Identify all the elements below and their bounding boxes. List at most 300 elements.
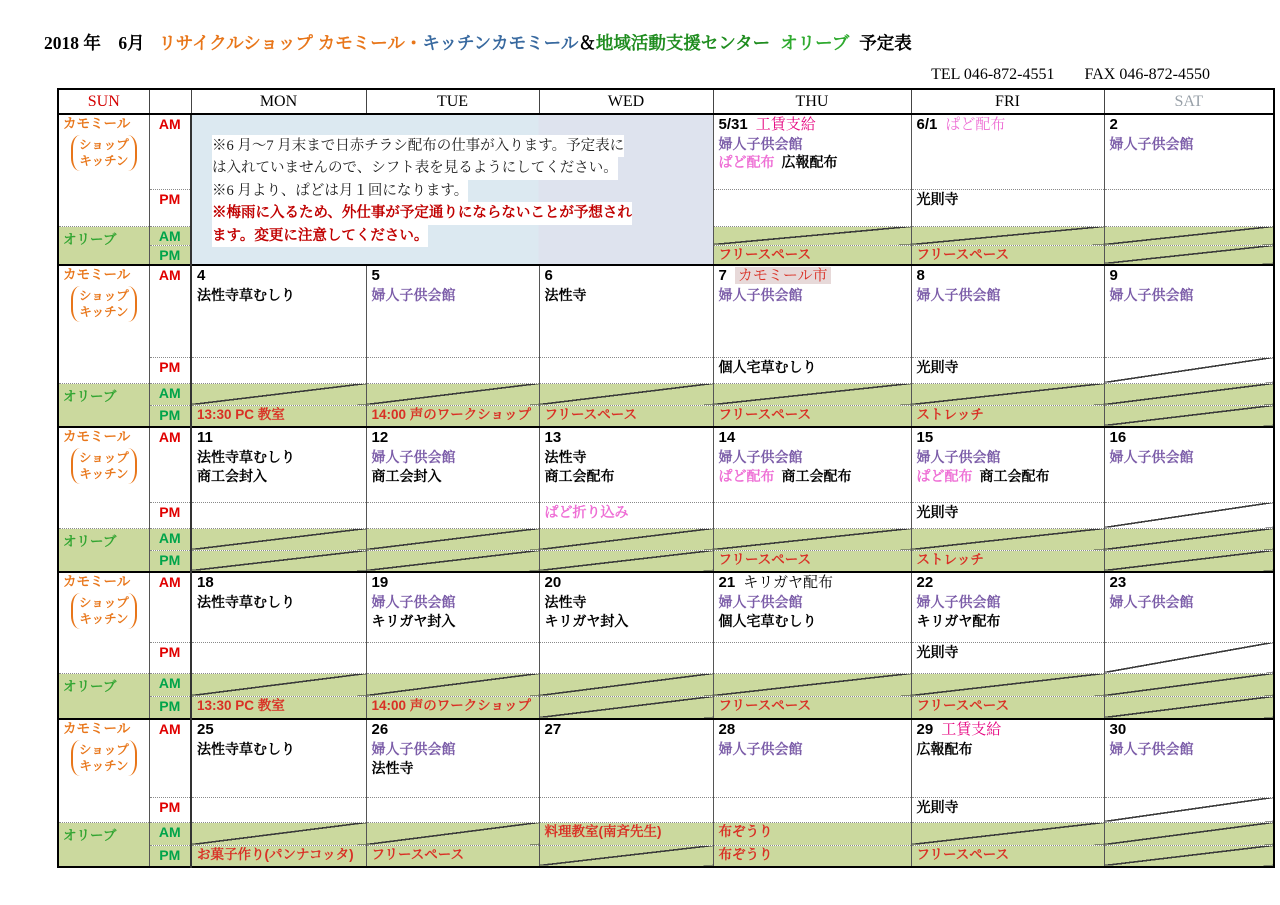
entry-line (917, 467, 1100, 485)
week3-olive-am-row (58, 528, 1274, 550)
day-number-line (372, 267, 535, 286)
entry-text: 婦人子供会館 (718, 287, 803, 304)
week4-am-row (58, 572, 1274, 642)
title-date: 2018 年 6月 (44, 33, 145, 53)
day-number: 2 (1109, 116, 1118, 133)
cell-tue-olive-pm (366, 405, 539, 427)
day-number: 22 (916, 574, 934, 592)
entry-line (719, 612, 907, 630)
kitchen-label: キッチン (79, 153, 129, 168)
day-number: 23 (1109, 574, 1127, 592)
cell-fri-olive-am (911, 226, 1104, 245)
day-number: 21 (718, 574, 736, 592)
am-label: AM (149, 427, 191, 502)
entry-text: フリースペース (718, 406, 812, 422)
cell-thu-olive-am (713, 383, 911, 405)
cell-fri-am (911, 572, 1104, 642)
entry-text: 法性寺 (544, 449, 587, 466)
day-header-sun: SUN (58, 89, 149, 114)
cell-sat-pm (1104, 797, 1274, 822)
kitchen-label: キッチン (79, 305, 129, 320)
cell-sat-pm (1104, 502, 1274, 528)
pm-label: PM (149, 797, 191, 822)
day-number: 28 (718, 721, 736, 739)
page-title (44, 30, 912, 55)
entry-line (719, 551, 907, 570)
cell-fri-olive-am (911, 822, 1104, 845)
entry-line (1110, 593, 1270, 611)
day-number: 13 (544, 429, 562, 447)
am-label: AM (149, 572, 191, 642)
cell-mon-pm (191, 357, 366, 383)
entry-line (372, 467, 535, 485)
entry-line (372, 759, 535, 777)
entry-text: 個人宅草むしり (718, 612, 817, 629)
entry-line (545, 593, 709, 611)
cell-thu-am (713, 265, 911, 357)
olive-label-text: オリーブ (63, 388, 117, 404)
day-number: 5 (371, 267, 380, 285)
cell-fri-am (911, 114, 1104, 189)
day-number-line (1110, 721, 1270, 740)
cell-mon-am (191, 572, 366, 642)
shop-label: ショップ (79, 595, 129, 610)
title-olive: オリーブ (780, 33, 850, 53)
kamomile-label-text: カモミール (63, 267, 131, 283)
entry-text: 14:00 声のワークショップ (371, 406, 532, 422)
entry-text: 婦人子供会館 (1109, 135, 1194, 152)
day-number: 27 (544, 721, 562, 739)
schedule-table (57, 88, 1275, 868)
entry-text: 法性寺草むしり (197, 449, 295, 466)
cell-thu-am (713, 572, 911, 642)
entry-line (372, 697, 535, 716)
weekday-header-row (58, 89, 1274, 114)
entry-text: キリガヤ封入 (544, 612, 629, 629)
entry-line (1110, 740, 1270, 758)
entry-line (917, 740, 1100, 758)
day-number-line (545, 429, 709, 448)
cell-mon-am (191, 427, 366, 502)
title-suffix: 予定表 (859, 33, 912, 53)
week4-olive-pm-row (58, 696, 1274, 719)
day-header-wed: WED (539, 89, 713, 114)
entry-line (372, 846, 535, 865)
cell-tue-am (366, 427, 539, 502)
cell-wed-olive-am (539, 822, 713, 845)
entry-line (545, 467, 709, 485)
entry-text: 婦人子供会館 (371, 449, 456, 466)
cell-mon-olive-pm (191, 550, 366, 572)
day-number-line (372, 721, 535, 740)
cell-fri-olive-am (911, 383, 1104, 405)
cell-wed-am (539, 427, 713, 502)
cell-thu-am (713, 719, 911, 797)
entry-line (917, 406, 1100, 425)
entry-line (545, 503, 709, 521)
olive-am-label: AM (149, 226, 191, 245)
am-label: AM (149, 719, 191, 797)
cell-thu-olive-pm (713, 696, 911, 719)
entry-line (917, 643, 1100, 661)
entry-text: ストレッチ (916, 406, 984, 422)
entry-text: 婦人子供会館 (1109, 287, 1194, 304)
cell-wed-olive-pm (539, 550, 713, 572)
entry-line (545, 286, 709, 304)
entry-line (917, 358, 1100, 376)
cell-sat-olive-am (1104, 528, 1274, 550)
day-number-line (545, 721, 709, 740)
day-number-line (719, 429, 907, 448)
notice-line: ※6 月より、ぱどは月１回になります。 (212, 180, 468, 202)
day-number-line (545, 267, 709, 286)
entry-text: 法性寺 (544, 287, 587, 304)
tel-fax-line (931, 66, 1210, 84)
am-label: AM (149, 114, 191, 189)
day-number: 8 (916, 267, 925, 285)
cell-sat-olive-pm (1104, 550, 1274, 572)
entry-line (719, 406, 907, 425)
cell-thu-pm (713, 357, 911, 383)
entry-text: 法性寺 (371, 759, 414, 776)
entry-text: キリガヤ封入 (371, 612, 456, 629)
kamomile-sublabel (71, 448, 137, 485)
entry-line (197, 846, 362, 865)
cell-fri-am (911, 427, 1104, 502)
notice-line: ※6 月～7 月末まで日赤チラシ配布の仕事が入ります。予定表に (212, 135, 624, 157)
cell-thu-pm (713, 642, 911, 673)
week3-olive-pm-row (58, 550, 1274, 572)
cell-sat-pm (1104, 189, 1274, 226)
entry-line (917, 551, 1100, 570)
entry-text: 光則寺 (916, 503, 959, 520)
cell-mon-am (191, 719, 366, 797)
day-number-line (1110, 267, 1270, 286)
cell-wed-pm (539, 357, 713, 383)
entry-text: 婦人子供会館 (718, 135, 803, 152)
entry-line (197, 593, 362, 611)
cell-mon-pm (191, 642, 366, 673)
cell-wed-am (539, 265, 713, 357)
day-number-line (197, 429, 362, 448)
entry-text: 布ぞうり (718, 846, 773, 862)
week5-am-row (58, 719, 1274, 797)
cell-fri-pm (911, 642, 1104, 673)
olive-label (58, 528, 149, 572)
cell-sat-am (1104, 719, 1274, 797)
entry-line (197, 286, 362, 304)
entry-line (719, 467, 907, 485)
day-number: 6 (544, 267, 553, 285)
day-number: 5/31 (718, 116, 748, 133)
kamomile-label (58, 114, 149, 226)
day-number: 29 (916, 721, 934, 739)
cell-thu-olive-pm (713, 550, 911, 572)
day-number-line (917, 574, 1100, 593)
entry-line (545, 612, 709, 630)
entry-line (372, 448, 535, 466)
entry-text: ストレッチ (916, 551, 984, 567)
cell-sat-olive-am (1104, 226, 1274, 245)
cell-fri-pm (911, 189, 1104, 226)
day-header-thu: THU (713, 89, 911, 114)
kamomile-label-text: カモミール (63, 116, 131, 131)
cell-fri-olive-pm (911, 696, 1104, 719)
entry-line (197, 467, 362, 485)
entry-text: 商工会配布 (544, 467, 615, 484)
entry-line (1110, 135, 1270, 153)
entry-text: フリースペース (916, 846, 1010, 862)
cell-tue-olive-am (366, 383, 539, 405)
week3-am-row (58, 427, 1274, 502)
cell-tue-am (366, 719, 539, 797)
olive-label (58, 822, 149, 867)
cell-sat-olive-pm (1104, 696, 1274, 719)
entry-line (1110, 286, 1270, 304)
entry-line (917, 612, 1100, 630)
entry-line (719, 153, 907, 171)
entry-line (1110, 448, 1270, 466)
cell-thu-am (713, 114, 911, 189)
entry-text: キリガヤ配布 (916, 612, 1001, 629)
day-number-line (197, 574, 362, 593)
entry-line (545, 448, 709, 466)
entry-text: ぱど配布 (718, 154, 775, 171)
cell-fri-am (911, 719, 1104, 797)
cell-fri-pm (911, 357, 1104, 383)
cell-tue-pm (366, 502, 539, 528)
day-number: 12 (371, 429, 389, 447)
entry-line (917, 697, 1100, 716)
day-header-sat: SAT (1104, 89, 1274, 114)
cell-mon-olive-am (191, 822, 366, 845)
week2-olive-pm-row (58, 405, 1274, 427)
olive-am-label: AM (149, 383, 191, 405)
cell-thu-olive-pm (713, 405, 911, 427)
pm-label: PM (149, 642, 191, 673)
entry-line (917, 246, 1100, 265)
entry-text: フリースペース (916, 246, 1010, 262)
entry-text: 工賃支給 (755, 116, 816, 133)
olive-label-text: オリーブ (63, 231, 117, 247)
cell-mon-olive-pm (191, 405, 366, 427)
entry-text: 工賃支給 (941, 721, 1002, 739)
entry-text: 広報配布 (916, 741, 973, 758)
pm-label: PM (149, 357, 191, 383)
pm-label: PM (149, 189, 191, 226)
entry-line (372, 406, 535, 425)
entry-text: 光則寺 (916, 643, 959, 660)
entry-line (197, 740, 362, 758)
day-header-blank (149, 89, 191, 114)
notice-line: ※梅雨に入るため、外仕事が予定通りにならないことが予想され (212, 202, 632, 224)
notice-line: は入れていませんので、シフト表を見るようにしてください。 (212, 157, 618, 179)
shop-label: ショップ (79, 450, 129, 465)
day-number: 19 (371, 574, 389, 592)
cell-wed-pm (539, 797, 713, 822)
week5-pm-row (58, 797, 1274, 822)
cell-mon-olive-am (191, 383, 366, 405)
week2-pm-row (58, 357, 1274, 383)
day-header-fri: FRI (911, 89, 1104, 114)
shop-label: ショップ (79, 742, 129, 757)
title-center: 地域活動支援センター (595, 33, 771, 53)
olive-pm-label: PM (149, 245, 191, 265)
cell-sat-olive-pm (1104, 405, 1274, 427)
entry-line (545, 406, 709, 425)
day-header-mon: MON (191, 89, 366, 114)
cell-wed-olive-pm (539, 696, 713, 719)
entry-line (917, 846, 1100, 865)
entry-text: 商工会配布 (781, 467, 852, 484)
entry-text: 婦人子供会館 (718, 741, 803, 758)
cell-fri-olive-am (911, 673, 1104, 696)
entry-text: ぱど配布 (916, 467, 973, 484)
entry-line (719, 593, 907, 611)
entry-text: 婦人子供会館 (916, 594, 1001, 611)
entry-text: 光則寺 (916, 358, 959, 375)
entry-line (372, 612, 535, 630)
entry-line (719, 697, 907, 716)
cell-wed-pm (539, 642, 713, 673)
cell-sat-olive-am (1104, 673, 1274, 696)
day-number-line (372, 574, 535, 593)
day-number-line (719, 721, 907, 740)
day-number-line (719, 267, 907, 286)
cell-mon-pm (191, 797, 366, 822)
day-number-line (917, 429, 1100, 448)
entry-text: 商工会封入 (197, 467, 267, 484)
entry-text: 商工会封入 (371, 467, 442, 484)
olive-am-label: AM (149, 528, 191, 550)
week4-pm-row (58, 642, 1274, 673)
cell-wed-olive-pm (539, 845, 713, 867)
cell-sat-am (1104, 427, 1274, 502)
cell-tue-am (366, 572, 539, 642)
day-number-line (719, 574, 907, 593)
entry-text: 婦人子供会館 (718, 594, 803, 611)
entry-text: 14:00 声のワークショップ (371, 697, 532, 713)
entry-line (917, 286, 1100, 304)
cell-thu-olive-am (713, 226, 911, 245)
cell-sat-pm (1104, 357, 1274, 383)
day-number: 7 (718, 267, 727, 285)
olive-pm-label: PM (149, 550, 191, 572)
entry-text: フリースペース (718, 697, 812, 713)
olive-label-text: オリーブ (63, 827, 117, 843)
cell-tue-olive-am (366, 822, 539, 845)
day-number-line (197, 267, 362, 286)
kitchen-label: キッチン (79, 759, 129, 774)
notice-line: ます。変更に注意してください。 (212, 225, 428, 247)
day-number: 20 (544, 574, 562, 592)
day-header-tue: TUE (366, 89, 539, 114)
shop-label: ショップ (79, 137, 129, 152)
entry-line (719, 358, 907, 376)
olive-label-text: オリーブ (63, 533, 117, 549)
day-number-line (917, 721, 1100, 740)
cell-mon-pm (191, 502, 366, 528)
entry-text: ぱど配布 (945, 116, 1006, 133)
entry-text: ぱど配布 (718, 467, 775, 484)
entry-text: 婦人子供会館 (371, 287, 456, 304)
notice-cell (191, 114, 713, 265)
cell-thu-olive-am (713, 822, 911, 845)
entry-line (372, 593, 535, 611)
kamomile-label-text: カモミール (63, 721, 131, 737)
entry-line (197, 697, 362, 716)
entry-text: 布ぞうり (718, 823, 773, 839)
entry-line (545, 823, 709, 842)
kitchen-label: キッチン (79, 467, 129, 482)
cell-sat-am (1104, 572, 1274, 642)
kamomile-label (58, 572, 149, 673)
entry-text: フリースペース (718, 246, 812, 262)
entry-text: 13:30 PC 教室 (197, 406, 285, 422)
olive-am-label: AM (149, 822, 191, 845)
cell-wed-am (539, 572, 713, 642)
kamomile-sublabel (71, 286, 137, 323)
cell-thu-olive-am (713, 673, 911, 696)
entry-line (372, 286, 535, 304)
cell-wed-pm (539, 502, 713, 528)
entry-text: カモミール市 (735, 267, 831, 284)
entry-text: 婦人子供会館 (1109, 741, 1194, 758)
entry-text: フリースペース (916, 697, 1010, 713)
cell-sat-olive-am (1104, 383, 1274, 405)
cell-thu-olive-am (713, 528, 911, 550)
cell-wed-olive-am (539, 528, 713, 550)
day-number: 15 (916, 429, 934, 447)
cell-tue-olive-am (366, 673, 539, 696)
cell-tue-olive-pm (366, 696, 539, 719)
olive-pm-label: PM (149, 696, 191, 719)
cell-wed-olive-am (539, 383, 713, 405)
entry-text: 法性寺草むしり (197, 287, 295, 304)
entry-line (719, 846, 907, 865)
week1-am-row (58, 114, 1274, 189)
entry-text: 光則寺 (916, 798, 959, 815)
kamomile-label (58, 427, 149, 528)
cell-mon-olive-am (191, 673, 366, 696)
week4-olive-am-row (58, 673, 1274, 696)
cell-tue-pm (366, 357, 539, 383)
cell-sat-olive-am (1104, 822, 1274, 845)
day-number-line (719, 116, 907, 135)
cell-mon-olive-am (191, 528, 366, 550)
cell-wed-am (539, 719, 713, 797)
entry-text: 婦人子供会館 (371, 741, 456, 758)
cell-fri-olive-pm (911, 845, 1104, 867)
entry-text: 婦人子供会館 (718, 449, 803, 466)
entry-text: 婦人子供会館 (1109, 594, 1194, 611)
entry-text: 法性寺草むしり (197, 594, 295, 611)
day-number-line (1110, 116, 1270, 135)
entry-text: フリースペース (544, 406, 638, 422)
cell-sat-olive-pm (1104, 245, 1274, 265)
am-label: AM (149, 265, 191, 357)
entry-line (372, 740, 535, 758)
olive-label (58, 673, 149, 719)
week5-olive-am-row (58, 822, 1274, 845)
day-number: 14 (718, 429, 736, 447)
day-number: 25 (197, 721, 214, 739)
olive-pm-label: PM (149, 845, 191, 867)
day-number-line (917, 267, 1100, 286)
entry-text: 個人宅草むしり (718, 358, 817, 375)
cell-tue-olive-am (366, 528, 539, 550)
week2-am-row (58, 265, 1274, 357)
